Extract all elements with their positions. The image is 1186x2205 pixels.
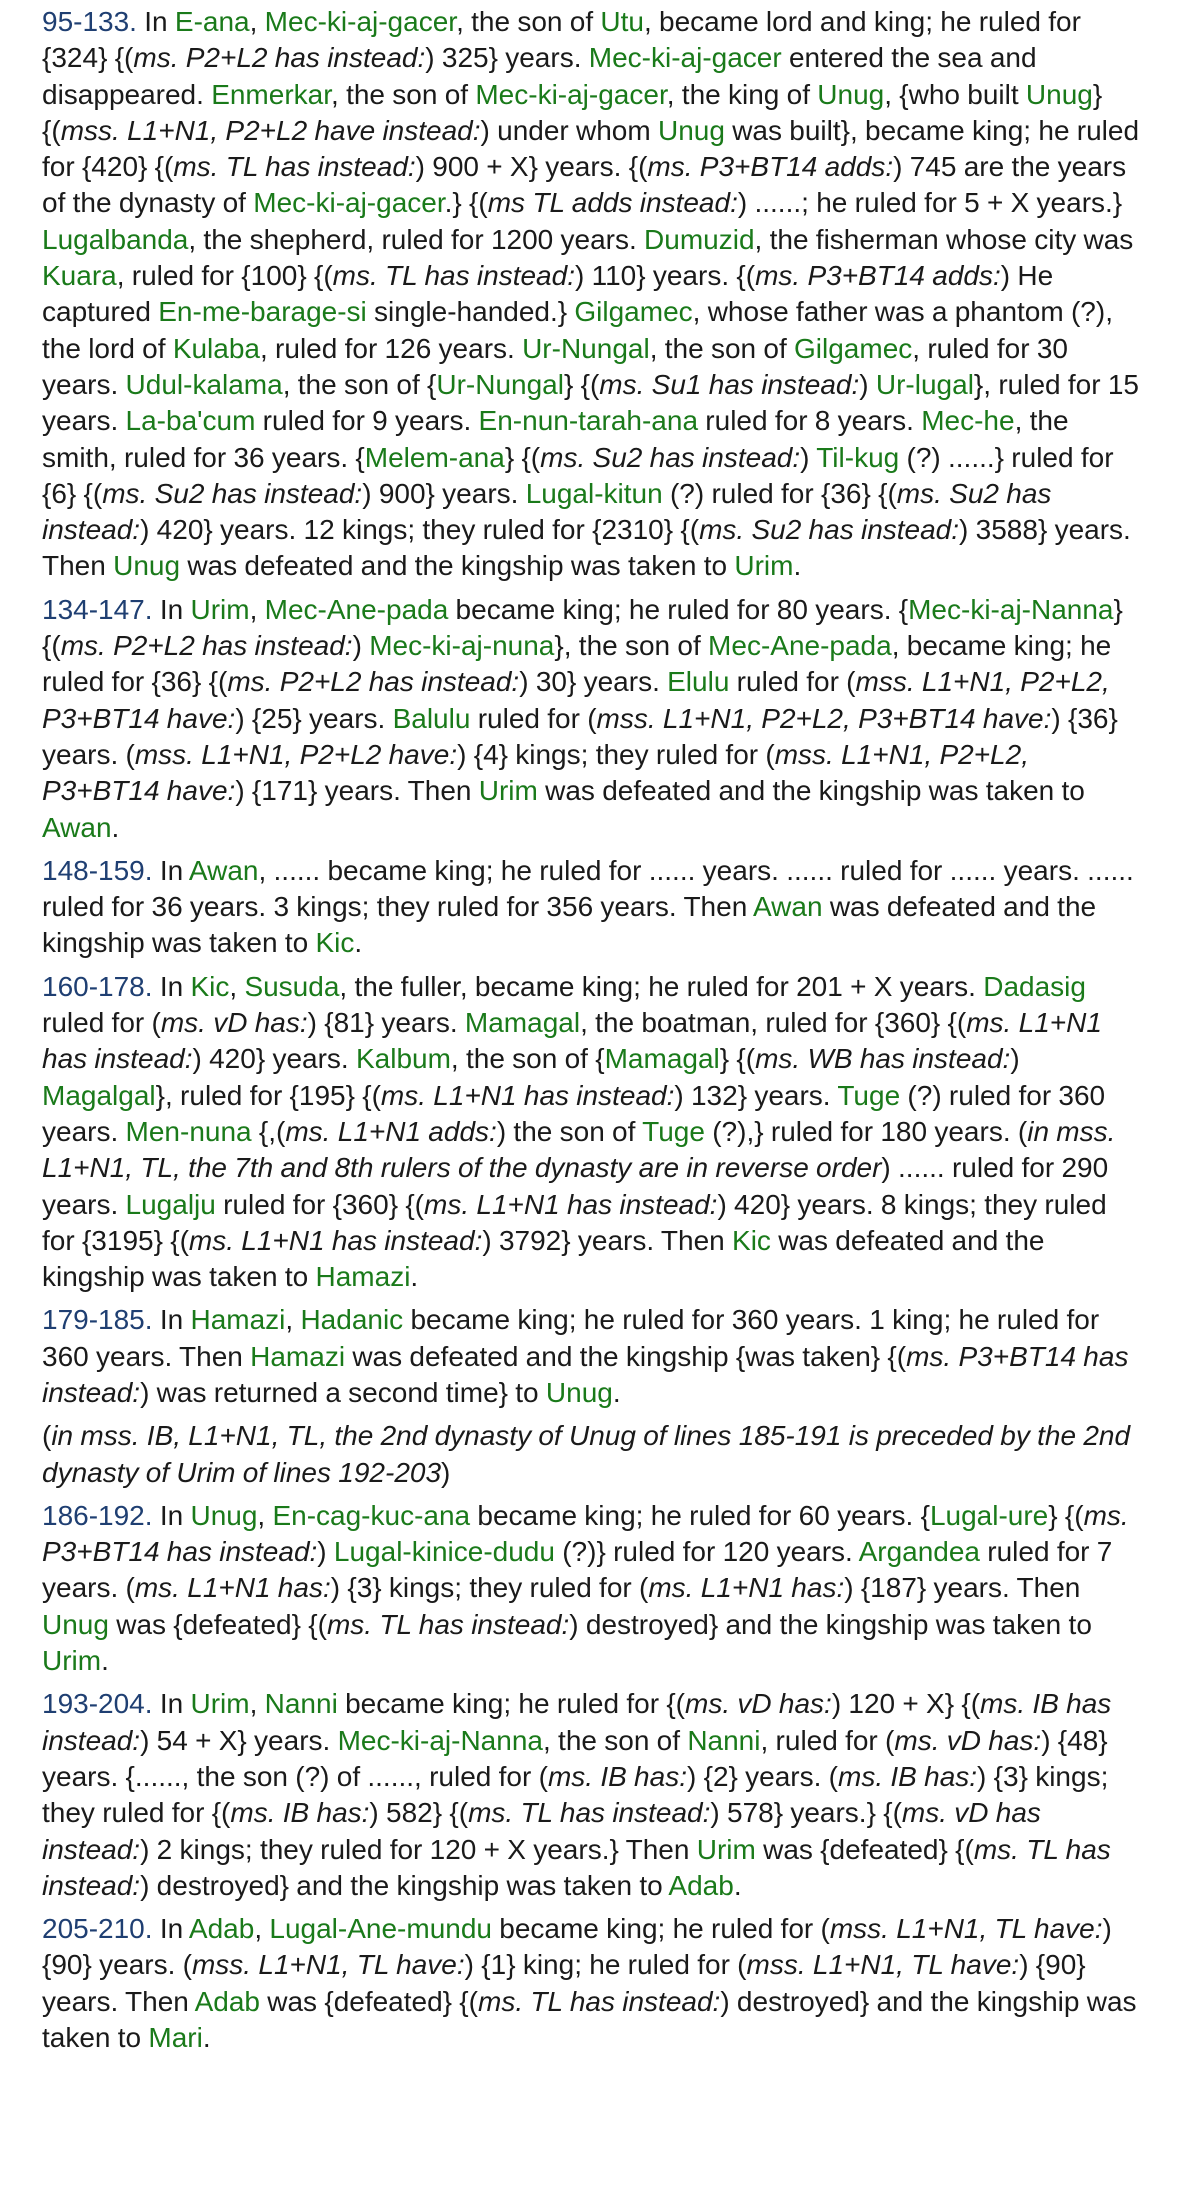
text-run: . [354,927,363,959]
proper-name-link[interactable]: Gilgamec [794,332,913,364]
manuscript-note: in mss. IB, L1+N1, TL, the 2nd dynasty of Unug of lines 185-191 is preceded by the 2nd dynasty of Urim of lines 192-203 [42,1420,1131,1488]
text-run: ) 3792} years. Then [482,1224,733,1256]
proper-name-link[interactable]: Unug [1025,78,1093,110]
text-run: , the fisherman whose city was [754,223,1134,255]
manuscript-note: ms. L1+N1 has instead: [42,1007,1102,1075]
proper-name-link[interactable]: Urim [190,1688,250,1720]
manuscript-note: ms. Su2 has instead: [42,477,1052,546]
text-run: ) [441,1456,451,1488]
proper-name-link[interactable]: Kic [315,927,355,959]
manuscript-note: ms. L1+N1 has instead: [188,1224,483,1256]
proper-name-link[interactable]: Mec-ki-aj-gacer [588,42,782,74]
manuscript-note: ms. L1+N1 adds: [285,1115,497,1147]
proper-name-link[interactable]: Unug [545,1376,613,1408]
text-run: . [202,2022,211,2054]
text-run: } {( [42,593,1123,662]
text-run: In [152,1688,191,1720]
text-run: ) {3} kings; they ruled for ( [330,1572,649,1604]
proper-name-link[interactable]: En-me-barage-si [158,296,367,328]
text-run: ) [859,368,876,400]
manuscript-note: mss. L1+N1, TL have: [746,1949,1020,1981]
proper-name-link[interactable]: Urim [696,1833,756,1865]
manuscript-note: ms. WB has instead: [755,1043,1011,1075]
text-run: ruled for ( [729,666,856,698]
text-run: }, ruled for 15 years. [42,368,1139,437]
proper-name-link[interactable]: Urim [734,550,794,582]
text-run: , the son of { [282,368,437,400]
proper-name-link[interactable]: Hamazi [315,1261,411,1293]
proper-name-link[interactable]: Enmerkar [211,78,332,110]
text-run: , the son of [456,6,601,37]
text-run: . [733,1869,742,1901]
proper-name-link[interactable]: Utu [600,6,644,37]
proper-name-link[interactable]: Lugal-kitun [525,477,663,509]
text-run: }, ruled for {195} {( [155,1079,381,1111]
line-range-link[interactable]: 148-159. [42,854,153,886]
text-run: In [152,1913,189,1945]
text-run: ) under whom [480,114,658,146]
proper-name-link[interactable]: Balulu [392,702,471,734]
proper-name-link[interactable]: Udul-kalama [125,368,283,400]
proper-name-link[interactable]: Kulaba [172,332,260,364]
text-run: ) 2 kings; they ruled for 120 + X years.} Then [140,1833,697,1865]
text-run: ) 578} years.} {( [710,1797,902,1829]
text-run: ) {48} years. {......, the son (?) of ......, ruled for ( [42,1724,1108,1792]
text-run: ) 30} years. [519,666,668,698]
text-run: , ...... became king; he ruled for ...... years. ...... ruled for ...... years. ...... ruled for 36 years. 3 kings; they ruled for 356 years. Then [42,854,1134,923]
proper-name-link[interactable]: Lugal-ure [929,1499,1049,1531]
manuscript-note: ms. L1+N1 has instead: [380,1079,675,1111]
text-run: ) 132} years. [674,1079,838,1111]
manuscript-note: ms. P3+BT14 adds: [647,151,894,183]
manuscript-note: ms. TL has instead: [332,260,575,292]
text-run: ) [352,630,370,662]
text-run: (?) ruled for {36} {( [662,477,897,509]
passage-148-159 [42,853,1146,962]
manuscript-note: ms. P3+BT14 adds: [755,260,1001,292]
text-run: ) {81} years. [307,1007,465,1039]
proper-name-link[interactable]: Melem-ana [364,441,505,473]
passage-205-210 [42,1911,1146,2056]
text-run: ) 3588} years. Then [42,514,1131,582]
proper-name-link[interactable]: Mamagal [604,1043,720,1075]
text-run: ) 54 + X} years. [140,1724,338,1756]
proper-name-link[interactable]: Gilgamec [574,296,693,328]
text-run: } {( [42,78,1103,146]
text-run: was {defeated} {( [259,1985,478,2017]
text-run: } {( [563,368,600,400]
text-run: , the king of [666,78,818,110]
text-run: ) {90} years. ( [42,1913,1112,1981]
proper-name-link[interactable]: Mec-he [921,405,1015,437]
manuscript-note: ms. vD has: [685,1688,832,1720]
proper-name-link[interactable]: Nanni [687,1724,761,1756]
manuscript-note: ms. Su2 has instead: [540,441,801,473]
text-run: } {( [504,441,541,473]
text-run: , the son of [649,332,795,364]
proper-name-link[interactable]: Ur-Nungal [522,332,650,364]
text-run: ruled for 7 years. ( [42,1536,1113,1604]
proper-name-link[interactable]: Mari [148,2022,203,2054]
proper-name-link[interactable]: Mec-Ane-pada [264,593,449,625]
text-run: became king; he ruled for 80 years. { [448,593,909,625]
manuscript-note: ms. IB has: [230,1797,370,1829]
manuscript-note: ms. TL has instead: [42,1833,1111,1901]
text-run: In [152,1499,191,1531]
proper-name-link[interactable]: Tuge [642,1115,705,1147]
proper-name-link[interactable]: Dumuzid [644,223,755,255]
text-run: . [410,1261,419,1293]
proper-name-link[interactable]: Mec-ki-aj-gacer [475,78,667,110]
text-run: ) ...... ruled for 290 years. [42,1152,1109,1220]
proper-name-link[interactable]: Magalgal [42,1079,156,1111]
passage-186-192 [42,1498,1146,1679]
manuscript-note: ms. vD has instead: [42,1797,1041,1865]
text-run: ruled for ( [470,702,597,734]
passage-95-133 [42,4,1146,585]
proper-name-link[interactable]: En-cag-kuc-ana [272,1499,471,1531]
manuscript-note: ms. IB has: [547,1760,687,1792]
proper-name-link[interactable]: Ur-Nungal [436,368,564,400]
text-run: , ruled for ( [760,1724,895,1756]
manuscript-note: ms. Su2 has instead: [102,477,363,509]
proper-name-link[interactable]: Susuda [244,970,340,1002]
text-run: ) 325} years. [425,42,589,74]
text-run: ) 420} years. 8 kings; they ruled for {3195} {( [42,1188,1107,1256]
manuscript-note: ms. P2+L2 has instead: [227,666,520,698]
text-run: , the fuller, became king; he ruled for 201 + X years. [339,970,984,1002]
text-run: , {who built [884,78,1026,110]
text-run: ) destroyed} and the kingship was taken to [42,1985,1137,2054]
manuscript-note: ms. P2+L2 has instead: [60,630,353,662]
proper-name-link[interactable]: Mec-ki-aj-Nanna [337,1724,543,1756]
manuscript-note: ms. TL has instead: [326,1608,570,1640]
text-run: (?) ......} ruled for {6} {( [42,441,1114,509]
line-range-link[interactable]: 160-178. [42,970,153,1002]
text-run: was defeated and the kingship was taken to [180,550,735,582]
text-run: , the shepherd, ruled for 1200 years. [188,223,645,255]
text-run: , ruled for 126 years. [260,332,523,364]
proper-name-link[interactable]: Mec-ki-aj-gacer [253,187,445,219]
proper-name-link[interactable]: Mec-ki-aj-gacer [264,6,457,37]
manuscript-note: ms. Su2 has instead: [699,514,960,546]
text-run: .} {( [444,187,488,219]
proper-name-link[interactable]: Urim [478,775,538,807]
text-run: was built}, became king; he ruled for {420} {( [42,114,1140,183]
text-run: , whose father was a phantom (?), the lord of [42,296,1113,364]
text-run: was {defeated} {( [755,1833,974,1865]
proper-name-link[interactable]: Awan [42,811,112,843]
text-run: , [249,593,265,625]
proper-name-link[interactable]: Elulu [667,666,730,698]
text-run: . [793,550,802,582]
text-run: ruled for 8 years. [698,405,922,437]
proper-name-link[interactable]: Lugalju [125,1188,216,1220]
text-run: single-handed.} [366,296,575,328]
proper-name-link[interactable]: Argandea [858,1536,980,1568]
proper-name-link[interactable]: Unug [113,550,181,582]
manuscript-note: ms. vD has: [160,1007,308,1039]
text-run: ) the son of [496,1115,643,1147]
proper-name-link[interactable]: Unug [817,78,885,110]
text-run: (?) ruled for 360 years. [42,1079,1106,1147]
manuscript-note: mss. L1+N1, P2+L2 have instead: [60,114,481,146]
text-run: In [136,6,175,37]
proper-name-link[interactable]: E-ana [174,6,250,37]
text-run: In [152,1304,191,1336]
text-run: , [285,1304,301,1336]
text-run: . [612,1376,621,1408]
text-run: ruled for {360} {( [215,1188,424,1220]
proper-name-link[interactable]: Dadasig [983,970,1086,1002]
proper-name-link[interactable]: Kuara [42,260,117,292]
text-run: ) 420} years. [192,1043,356,1075]
text-run: ) {3} kings; they ruled for {( [42,1760,1109,1829]
manuscript-note: ms. TL has instead: [478,1985,721,2017]
text-run: was defeated and the kingship was taken to [537,775,1085,807]
text-run: was defeated and the kingship {was taken} {( [345,1340,907,1372]
proper-name-link[interactable]: Tuge [837,1079,901,1111]
manuscript-note: mss. L1+N1, P2+L2, P3+BT14 have: [596,702,1052,734]
line-range-link[interactable]: 193-204. [42,1688,153,1720]
proper-name-link[interactable]: Kic [732,1224,771,1256]
manuscript-note: ms. TL has instead: [468,1797,711,1829]
text-run: In [152,970,191,1002]
manuscript-note: ms. vD has: [894,1724,1042,1756]
manuscript-note: ms. L1+N1 has: [648,1572,845,1604]
text-run: became king; he ruled for ( [491,1913,830,1945]
passage-160-178 [42,969,1146,1296]
proper-name-link[interactable]: Hadanic [300,1304,404,1336]
proper-name-link[interactable]: Adab [194,1985,260,2017]
manuscript-note: ms. IB has: [838,1760,978,1792]
text-run: became king; he ruled for {( [337,1688,685,1720]
text-run: In [152,854,189,886]
text-run: {,( [251,1115,286,1147]
text-run: ) 110} years. {( [574,260,756,292]
line-range-link[interactable]: 95-133. [42,6,137,37]
text-run: was defeated and the kingship was taken to [42,1224,1045,1293]
line-range-link[interactable]: 186-192. [42,1499,153,1531]
text-run: ) {187} years. Then [844,1572,1081,1604]
text-run: , the son of [331,78,476,110]
text-run: , ruled for 30 years. [42,332,1068,400]
text-run: ) 582} {( [369,1797,469,1829]
text-run: ) destroyed} and the kingship was taken to [569,1608,1092,1640]
text-run: ) {171} years. Then [235,775,479,807]
proper-name-link[interactable]: Men-nuna [125,1115,252,1147]
text-run: became king; he ruled for 60 years. { [470,1499,930,1531]
document-body [42,4,1146,2063]
text-run: , the son of { [450,1043,605,1075]
text-run: } {( [1048,1499,1084,1531]
manuscript-note: ms. P3+BT14 has instead: [42,1499,1129,1568]
manuscript-note: ms. Su1 has instead: [599,368,860,400]
text-run: . [111,811,120,843]
proper-name-link[interactable]: Unug [657,114,725,146]
text-run: ) {90} years. Then [42,1949,1086,2017]
proper-name-link[interactable]: Lugal-kinice-dudu [333,1536,555,1568]
proper-name-link[interactable]: Kalbum [355,1043,451,1075]
text-run: ) destroyed} and the kingship was taken to [140,1869,669,1901]
text-run: ( [42,1420,52,1452]
text-run: ) [317,1536,334,1568]
proper-name-link[interactable]: Awan [188,854,259,886]
manuscript-note: ms. P2+L2 has instead: [133,42,426,74]
manuscript-note: ms. TL has instead: [173,151,416,183]
text-run: ) 900} years. [362,477,526,509]
text-run: } {( [719,1043,756,1075]
text-run: ) [800,441,817,473]
text-run: ) {4} kings; they ruled for ( [457,738,775,770]
text-run: became king; he ruled for 360 years. 1 king; he ruled for 360 years. Then [42,1304,1100,1372]
text-run: , [249,6,265,37]
manuscript-note: ms. L1+N1 has instead: [424,1188,718,1220]
text-run: ) {25} years. [235,702,393,734]
text-run: , [249,1688,265,1720]
proper-name-link[interactable]: Lugalbanda [42,223,189,255]
text-run: entered the sea and disappeared. [42,42,1037,110]
line-range-link[interactable]: 134-147. [42,593,153,625]
editorial-note [42,1418,1146,1491]
text-run: ) 900 + X} years. {( [415,151,648,183]
text-run: }, the son of [554,630,709,662]
passage-179-185 [42,1302,1146,1411]
proper-name-link[interactable]: Mamagal [464,1007,581,1039]
manuscript-note: mss. L1+N1, TL have: [829,1913,1103,1945]
text-run: (?),} ruled for 180 years. ( [704,1115,1028,1147]
text-run: . [101,1645,109,1677]
manuscript-note: in mss. L1+N1, TL, the 7th and 8th rulers of the dynasty are in reverse order [42,1115,1116,1184]
proper-name-link[interactable]: Unug [42,1608,109,1640]
text-run: , ruled for {100} {( [116,260,333,292]
proper-name-link[interactable]: En-nun-tarah-ana [478,405,699,437]
text-run: , [229,970,245,1002]
proper-name-link[interactable]: Adab [668,1869,734,1901]
text-run: ruled for 9 years. [255,405,479,437]
text-run: ) {1} king; he ruled for ( [464,1949,747,1981]
manuscript-note: mss. L1+N1, P2+L2, P3+BT14 have: [42,738,1029,807]
proper-name-link[interactable]: Lugal-Ane-mundu [269,1913,492,1945]
proper-name-link[interactable]: Urim [42,1645,102,1677]
text-run: ) {2} years. ( [686,1760,838,1792]
manuscript-note: mss. L1+N1, P2+L2, P3+BT14 have: [42,666,1110,734]
text-run: ) ......; he ruled for 5 + X years.} [737,187,1123,219]
text-run: , the smith, ruled for 36 years. { [42,405,1069,473]
proper-name-link[interactable]: La-ba'cum [125,405,256,437]
text-run: ) 120 + X} {( [831,1688,981,1720]
text-run: ) 420} years. 12 kings; they ruled for {2310} {( [140,514,700,546]
manuscript-note: ms. P3+BT14 has instead: [42,1340,1129,1408]
text-run: In [152,593,191,625]
proper-name-link[interactable]: Kic [190,970,230,1002]
manuscript-note: ms TL adds instead: [487,187,738,219]
text-run: , the son of [542,1724,688,1756]
proper-name-link[interactable]: Mec-Ane-pada [708,630,892,662]
text-run: , became lord and king; he ruled for {324} {( [42,6,1081,74]
text-run: was {defeated} {( [108,1608,327,1640]
passage-134-147 [42,592,1146,846]
line-range-link[interactable]: 205-210. [42,1913,153,1945]
proper-name-link[interactable]: Mec-ki-aj-nuna [369,630,555,662]
text-run: , [257,1499,273,1531]
proper-name-link[interactable]: Hamazi [190,1304,286,1336]
proper-name-link[interactable]: Awan [753,891,823,923]
passage-193-204 [42,1686,1146,1904]
text-run: , the boatman, ruled for {360} {( [580,1007,967,1039]
text-run: ) 745 are the years of the dynasty of [42,151,1127,219]
text-run: (?)} ruled for 120 years. [554,1536,859,1568]
manuscript-note: mss. L1+N1, P2+L2 have: [134,738,458,770]
proper-name-link[interactable]: Hamazi [250,1340,346,1372]
proper-name-link[interactable]: Mec-ki-aj-Nanna [908,593,1114,625]
proper-name-link[interactable]: Ur-lugal [875,368,974,400]
text-run: ) [1010,1043,1020,1075]
text-run: , became king; he ruled for {36} {( [42,630,1112,698]
text-run: ruled for ( [42,1007,161,1039]
text-run: was defeated and the kingship was taken to [42,891,1097,959]
manuscript-note: ms. L1+N1 has: [134,1572,331,1604]
line-range-link[interactable]: 179-185. [42,1304,153,1336]
manuscript-note: ms. IB has instead: [42,1688,1112,1756]
text-run: ) was returned a second time} to [140,1376,546,1408]
text-run: ) He captured [42,260,1054,328]
proper-name-link[interactable]: Urim [190,593,250,625]
proper-name-link[interactable]: Adab [188,1913,255,1945]
manuscript-note: mss. L1+N1, TL have: [191,1949,465,1981]
text-run: ) {36} years. ( [42,702,1118,770]
text-run: , [254,1913,270,1945]
proper-name-link[interactable]: Nanni [264,1688,338,1720]
proper-name-link[interactable]: Til-kug [816,441,900,473]
proper-name-link[interactable]: Unug [190,1499,258,1531]
